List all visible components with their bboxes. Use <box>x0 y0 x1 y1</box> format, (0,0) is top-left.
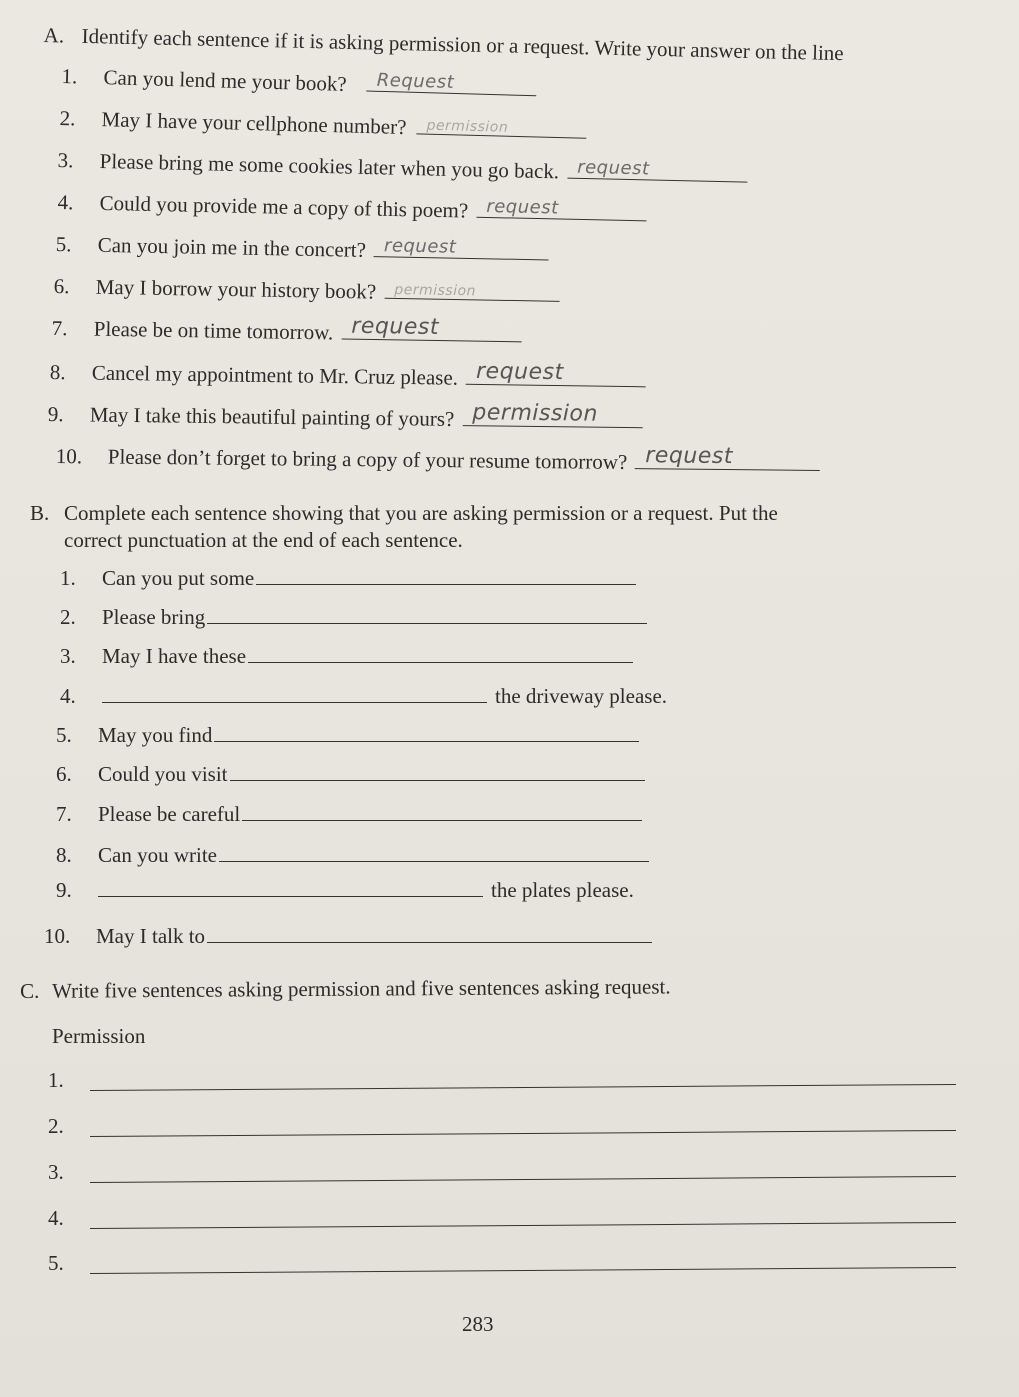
completion-blank[interactable] <box>248 642 633 663</box>
sentence-start: Please be careful <box>98 802 241 826</box>
section-b-item <box>60 603 647 630</box>
item-number: 5. <box>56 723 72 747</box>
section-b-item <box>56 800 642 827</box>
item-number: 10. <box>55 443 83 469</box>
item-number: 8. <box>49 359 66 385</box>
permission-item-number: 3. <box>48 1160 64 1184</box>
sentence-end: the driveway please. <box>495 684 668 708</box>
section-a-item <box>50 358 647 393</box>
item-sentence: May I have your cellphone number? <box>101 107 407 140</box>
sentence-start: Please bring <box>102 605 206 629</box>
section-a-item <box>48 400 643 434</box>
section-a-item <box>55 230 549 266</box>
section-b-item <box>56 721 639 748</box>
item-number: 1. <box>60 566 76 590</box>
item-number: 6. <box>56 762 72 786</box>
item-number: 4. <box>60 684 76 708</box>
permission-answer-line[interactable] <box>90 1222 956 1229</box>
section-b-heading <box>30 500 950 554</box>
item-number: 2. <box>60 605 76 629</box>
section-c-letter: C. <box>20 978 40 1003</box>
completion-blank[interactable] <box>102 682 487 703</box>
section-a-item <box>59 104 587 145</box>
answer-blank[interactable] <box>366 71 537 97</box>
permission-answer-line[interactable] <box>90 1084 956 1091</box>
section-a-item <box>52 314 522 348</box>
handwritten-answer: permission <box>394 281 477 300</box>
completion-blank[interactable] <box>207 603 647 624</box>
page-number: 283 <box>462 1312 494 1336</box>
item-number: 9. <box>47 401 64 427</box>
section-b-item <box>56 841 649 868</box>
item-number: 5. <box>55 231 72 257</box>
section-a-item <box>57 146 747 189</box>
item-sentence: May I borrow your history book? <box>95 274 377 304</box>
completion-blank[interactable] <box>98 876 483 897</box>
completion-blank[interactable] <box>219 841 649 862</box>
permission-item-number: 2. <box>48 1114 64 1138</box>
item-sentence: Can you join me in the concert? <box>97 232 367 262</box>
completion-blank[interactable] <box>207 922 652 943</box>
section-b-letter: B. <box>30 501 50 525</box>
section-a-item <box>61 62 537 102</box>
section-c-instruction: Write five sentences asking permission and five sentences asking request. <box>52 974 671 1003</box>
answer-blank[interactable] <box>384 278 559 302</box>
item-sentence: Please be on time tomorrow. <box>93 316 334 345</box>
section-c-subheading: Permission <box>52 1024 146 1048</box>
answer-blank[interactable] <box>341 313 521 343</box>
handwritten-answer: request <box>486 195 559 219</box>
item-number: 9. <box>56 878 72 902</box>
section-a-instruction: Identify each sentence if it is asking permission or a request. Write your answer on the line <box>81 23 844 66</box>
item-sentence: Could you provide me a copy of this poem? <box>99 190 469 223</box>
completion-blank[interactable] <box>230 760 645 781</box>
permission-item-number: 1. <box>48 1068 64 1092</box>
section-a-item <box>56 442 821 477</box>
completion-blank[interactable] <box>242 800 642 821</box>
sentence-start: Could you visit <box>98 762 228 786</box>
handwritten-answer: request <box>475 358 564 386</box>
sentence-start: May I have these <box>102 644 247 668</box>
handwritten-answer: request <box>351 313 440 341</box>
item-sentence: Please don’t forget to bring a copy of your resume tomorrow? <box>107 444 628 474</box>
section-b-instruction-line2: correct punctuation at the end of each sentence. <box>64 528 463 552</box>
sentence-start: Can you write <box>98 843 217 867</box>
sentence-end: the plates please. <box>491 878 634 902</box>
item-number: 3. <box>57 147 74 173</box>
permission-item-number: 5. <box>48 1251 64 1275</box>
answer-blank[interactable] <box>466 358 646 388</box>
sentence-start: May you find <box>98 723 213 747</box>
item-number: 8. <box>56 843 72 867</box>
permission-answer-line[interactable] <box>90 1176 956 1183</box>
answer-blank[interactable] <box>635 443 820 471</box>
item-number: 6. <box>53 273 70 299</box>
section-a-heading <box>43 22 983 70</box>
section-b-item <box>60 642 633 669</box>
handwritten-answer: Request <box>376 69 455 93</box>
section-b-instruction-line1: Complete each sentence showing that you are asking permission or a request. Put the <box>64 501 778 525</box>
section-a-item <box>57 188 646 227</box>
item-number: 3. <box>60 644 76 668</box>
completion-blank[interactable] <box>256 564 636 585</box>
item-number: 1. <box>61 63 78 89</box>
sentence-start: May I talk to <box>96 924 206 948</box>
section-b-item <box>60 564 636 591</box>
item-number: 7. <box>56 802 72 826</box>
section-b-item <box>56 760 645 787</box>
section-b-item <box>44 922 652 949</box>
handwritten-answer: permission <box>426 117 509 136</box>
completion-blank[interactable] <box>214 721 639 742</box>
item-number: 2. <box>59 105 76 131</box>
permission-answer-line[interactable] <box>90 1267 956 1274</box>
permission-answer-line[interactable] <box>90 1130 956 1137</box>
section-a-letter: A. <box>43 22 65 48</box>
answer-blank[interactable] <box>462 400 642 428</box>
section-c-heading <box>20 972 920 1005</box>
item-sentence: May I take this beautiful painting of yours? <box>89 402 455 431</box>
sentence-start: Can you put some <box>102 566 255 590</box>
item-sentence: Can you lend me your book? <box>103 65 348 96</box>
section-b-item <box>60 682 667 709</box>
section-b-item <box>56 876 634 903</box>
handwritten-answer: request <box>576 156 650 180</box>
answer-blank[interactable] <box>416 113 586 138</box>
item-number: 4. <box>57 189 74 215</box>
permission-item-number: 4. <box>48 1206 64 1230</box>
handwritten-answer: request <box>645 443 734 470</box>
item-sentence: Cancel my appointment to Mr. Cruz please. <box>91 360 459 390</box>
section-a-item <box>54 272 560 308</box>
answer-blank[interactable] <box>476 197 646 222</box>
answer-blank[interactable] <box>567 158 747 183</box>
handwritten-answer: request <box>383 235 457 258</box>
answer-blank[interactable] <box>374 236 549 260</box>
item-sentence: Please bring me some cookies later when you go back. <box>99 148 560 184</box>
item-number: 7. <box>51 315 68 341</box>
handwritten-answer: permission <box>472 400 599 427</box>
item-number: 10. <box>44 924 71 948</box>
